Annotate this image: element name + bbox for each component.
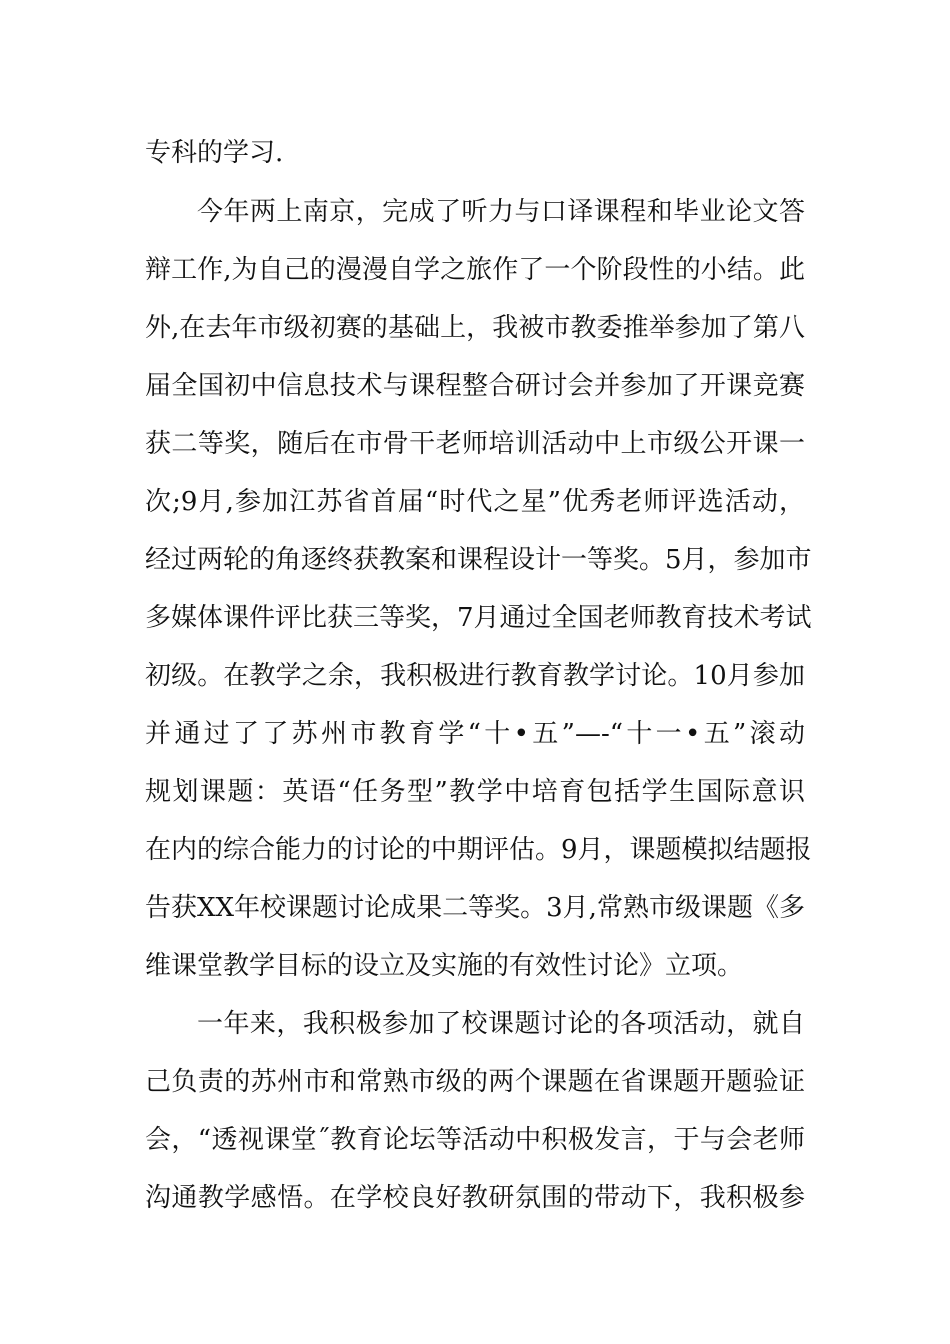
text-line: 届全国初中信息技术与课程整合研讨会并参加了开课竞赛 <box>145 371 805 401</box>
text-line: 辩工作,为自己的漫漫自学之旅作了一个阶段性的小结。此 <box>145 255 805 285</box>
text-line: 专科的学习. <box>145 138 284 168</box>
text-line: 外,在去年市级初赛的基础上，我被市教委推举参加了第八 <box>145 313 805 343</box>
text-line: 在内的综合能力的讨论的中期评估。9月，课题模拟结题报 <box>145 835 812 865</box>
text-line: 沟通教学感悟。在学校良好教研氛围的带动下，我积极参 <box>145 1183 805 1213</box>
text-line: 告获XX年校课题讨论成果二等奖。3月,常熟市级课题《多 <box>145 893 805 923</box>
text-line: 获二等奖，随后在市骨干老师培训活动中上市级公开课一 <box>145 429 805 459</box>
text-line: 初级。在教学之余，我积极进行教育教学讨论。10月参加 <box>145 661 805 691</box>
text-line: 次;9月,参加江苏省首届“时代之星”优秀老师评选活动， <box>145 487 805 517</box>
text-line: 一年来，我积极参加了校课题讨论的各项活动，就自 <box>197 1009 805 1039</box>
text-line: 今年两上南京，完成了听力与口译课程和毕业论文答 <box>197 197 805 227</box>
text-line: 会，“透视课堂˝教育论坛等活动中积极发言，于与会老师 <box>145 1125 805 1155</box>
text-line: 经过两轮的角逐终获教案和课程设计一等奖。5月，参加市 <box>145 545 812 575</box>
text-line: 并通过了了苏州市教育学“十•五”—-“十一•五”滚动 <box>145 719 805 749</box>
text-line: 规划课题：英语“任务型”教学中培育包括学生国际意识 <box>145 777 805 807</box>
text-line: 维课堂教学目标的设立及实施的有效性讨论》立项。 <box>145 951 744 981</box>
text-line: 己负责的苏州市和常熟市级的两个课题在省课题开题验证 <box>145 1067 805 1097</box>
text-line: 多媒体课件评比获三等奖，7月通过全国老师教育技术考试 <box>145 603 812 633</box>
